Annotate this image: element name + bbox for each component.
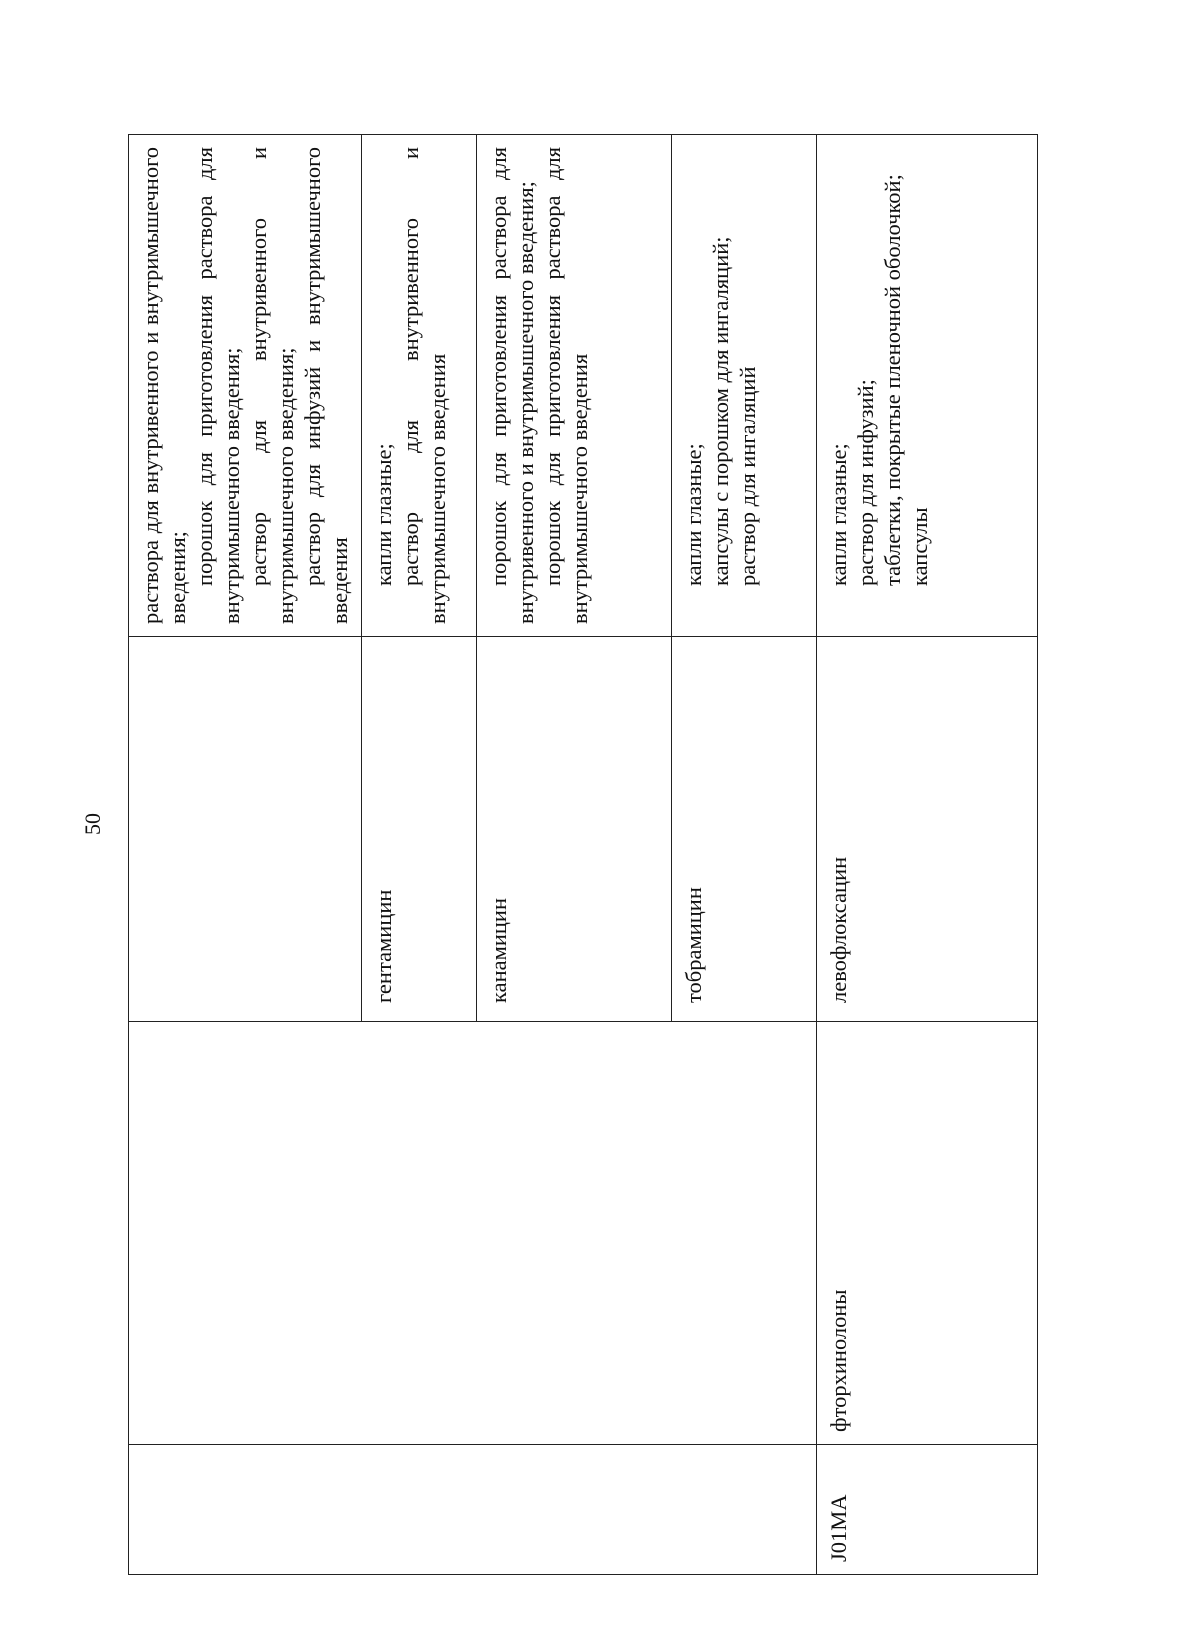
drug-name-cell [362, 637, 477, 1022]
group-name: фторхинолоны [826, 1289, 851, 1432]
drug-name: левофлоксацин [826, 856, 851, 1003]
group-name-cell [817, 1022, 1038, 1445]
dosage-forms-cell [362, 135, 477, 637]
dosage-form-line: порошок для приготовления раствора для внутривенного и внутримышечного введения; [486, 147, 538, 624]
dosage-form-line: раствор для внутривенного и внутримышечного введения [398, 147, 450, 624]
dosage-form-line: капли глазные; [681, 443, 706, 586]
drug-name-cell [477, 637, 672, 1022]
table-row [129, 135, 362, 1575]
dosage-form-line: капсулы [907, 507, 932, 586]
dosage-forms-cell [477, 135, 672, 637]
dosage-form-line: капли глазные; [826, 443, 851, 586]
drug-name-cell [129, 637, 362, 1022]
dosage-form-line: порошок для приготовления раствора для внутримышечного введения [540, 147, 592, 624]
atc-code-cell [129, 1445, 817, 1575]
atc-code-cell [817, 1445, 1038, 1575]
drug-name: гентамицин [371, 889, 396, 1003]
table-row [817, 135, 1038, 1575]
atc-code: J01MA [826, 1494, 851, 1562]
dosage-form-line: раствора для внутривенного и внутримышечного введения; [138, 147, 190, 624]
dosage-form-line: таблетки, покрытые пленочной оболочкой; [880, 174, 905, 586]
dosage-form-line: раствор для ингаляций [735, 366, 760, 586]
dosage-form-line: капсулы с порошком для ингаляций; [708, 236, 733, 586]
drug-name: канамицин [486, 897, 511, 1003]
drug-name-cell [817, 637, 1038, 1022]
dosage-form-line: раствор для инфузий и внутримышечного введения [300, 147, 352, 624]
drug-name-cell [672, 637, 817, 1022]
drug-table [128, 134, 1038, 1575]
dosage-form-line: порошок для приготовления раствора для внутримышечного введения; [192, 147, 244, 624]
dosage-form-line: капли глазные; [371, 443, 396, 586]
page-number: 50 [80, 813, 105, 835]
group-name-cell [129, 1022, 817, 1445]
dosage-form-line: раствор для внутривенного и внутримышечного введения; [246, 147, 298, 624]
dosage-forms-cell [129, 135, 362, 637]
dosage-forms-cell [672, 135, 817, 637]
dosage-form-line: раствор для инфузий; [853, 379, 878, 586]
dosage-forms-cell [817, 135, 1038, 637]
drug-name: тобрамицин [681, 887, 706, 1003]
rotated-table-wrapper [128, 135, 1038, 1575]
